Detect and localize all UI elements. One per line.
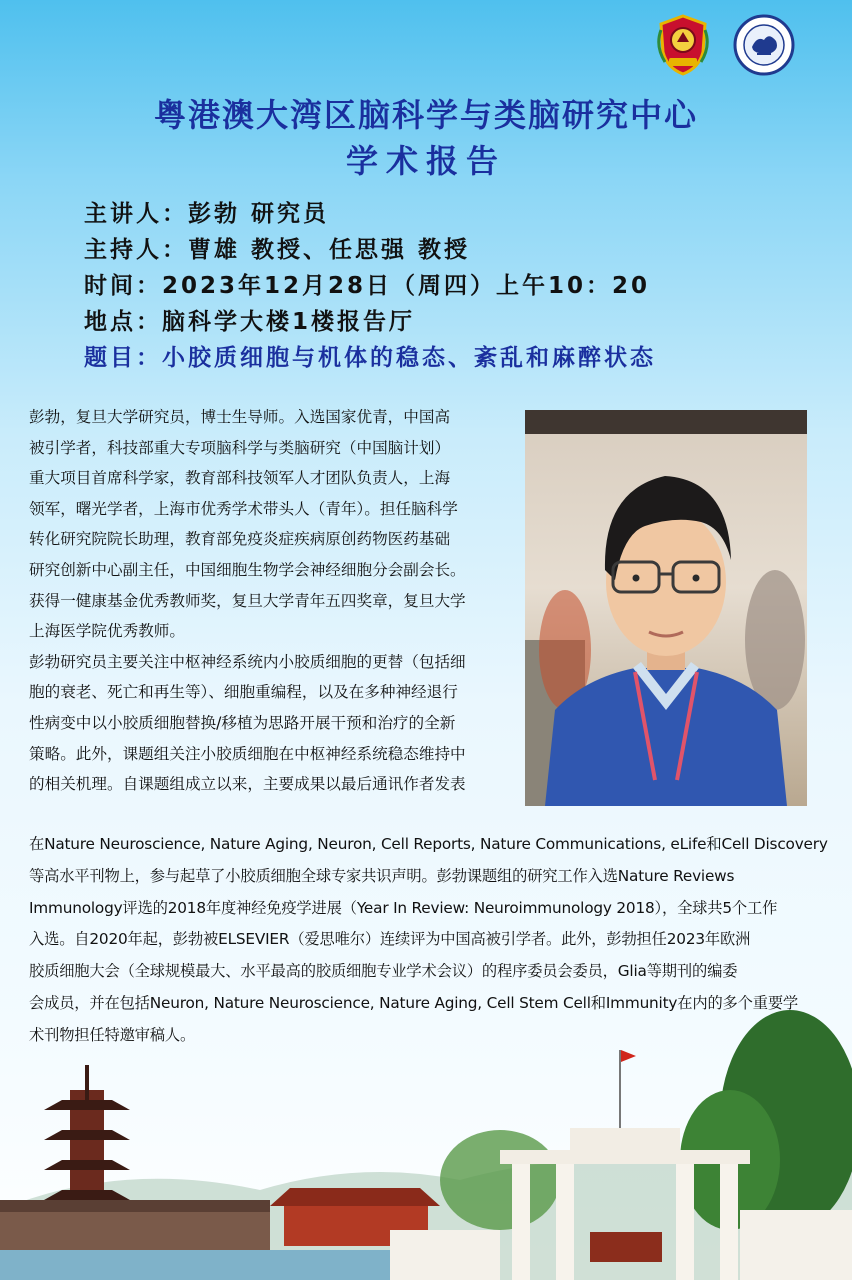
research-center-seal-icon bbox=[733, 14, 795, 76]
bio-line: 转化研究院院长助理，教育部免疫炎症疾病原创药物医药基础 bbox=[29, 530, 451, 549]
time-line: 时间：2023年12月28日（周四）上午10：20 bbox=[84, 273, 651, 299]
bio-line: 被引学者，科技部重大专项脑科学与类脑研究（中国脑计划） bbox=[29, 438, 451, 457]
bio-line: 在Nature Neuroscience, Nature Aging, Neuron, Cell Reports, Nature Communications, eLife和Cell Discovery bbox=[29, 835, 828, 853]
bio-line: 的相关机理。自课题组成立以来，主要成果以最后通讯作者发表 bbox=[29, 775, 466, 794]
event-info bbox=[84, 196, 824, 376]
bio-line: 彭勃，复旦大学研究员，博士生导师。入选国家优青，中国高 bbox=[29, 408, 451, 426]
campus-illustration bbox=[0, 1010, 852, 1280]
speaker-bio bbox=[29, 402, 519, 800]
bio-line: 获得一健康基金优秀教师奖，复旦大学青年五四奖章，复旦大学 bbox=[29, 591, 466, 610]
page-subtitle: 学术报告 bbox=[345, 142, 506, 180]
speaker-photo bbox=[525, 410, 807, 806]
bio-line: 上海医学院优秀教师。 bbox=[29, 622, 185, 641]
page-title: 粤港澳大湾区脑科学与类脑研究中心 bbox=[153, 96, 698, 134]
bio-line: 胞的衰老、死亡和再生等）、细胞重编程，以及在多种神经退行 bbox=[29, 683, 458, 702]
university-emblem-icon bbox=[655, 12, 711, 78]
bio-line: 胶质细胞大会（全球规模最大、水平最高的胶质细胞专业学术会议）的程序委员会委员，Glia等期刊的编委 bbox=[29, 962, 738, 981]
bio-line: 策略。此外，课题组关注小胶质细胞在中枢神经系统稳态维持中 bbox=[29, 744, 466, 763]
bio-line: 入选。自2020年起，彭勃被ELSEVIER（爱思唯尔）连续评为中国高被引学者。此外，彭勃担任2023年欧洲 bbox=[29, 930, 751, 949]
bio-line: 术刊物担任特邀审稿人。 bbox=[29, 1025, 196, 1044]
topic-line: 题目：小胶质细胞与机体的稳态、紊乱和麻醉状态 bbox=[84, 345, 656, 371]
bio-line: 会成员，并在包括Neuron, Nature Neuroscience, Nature Aging, Cell Stem Cell和Immunity在内的多个重要学 bbox=[29, 993, 799, 1012]
bio-line: Immunology评选的2018年度神经免疫学进展（Year In Review: Neuroimmunology 2018），全球共5个工作 bbox=[29, 898, 778, 917]
bio-line: 领军，曙光学者，上海市优秀学术带头人（青年）。担任脑科学 bbox=[29, 499, 458, 518]
bio-line: 重大项目首席科学家，教育部科技领军人才团队负责人，上海 bbox=[29, 469, 451, 488]
bio-line: 等高水平刊物上，参与起草了小胶质细胞全球专家共识声明。彭勃课题组的研究工作入选Nature Reviews bbox=[29, 866, 735, 885]
venue-line: 地点：脑科学大楼1楼报告厅 bbox=[84, 309, 416, 335]
host-line: 主持人：曹雄 教授、任思强 教授 bbox=[84, 237, 471, 263]
bio-line: 彭勃研究员主要关注中枢神经系统内小胶质细胞的更替（包括细 bbox=[29, 652, 466, 671]
bio-line: 研究创新中心副主任，中国细胞生物学会神经细胞分会副会长。 bbox=[29, 560, 466, 579]
bio-line: 性病变中以小胶质细胞替换/移植为思路开展干预和治疗的全新 bbox=[29, 713, 456, 732]
speaker-line: 主讲人：彭勃 研究员 bbox=[84, 201, 330, 227]
